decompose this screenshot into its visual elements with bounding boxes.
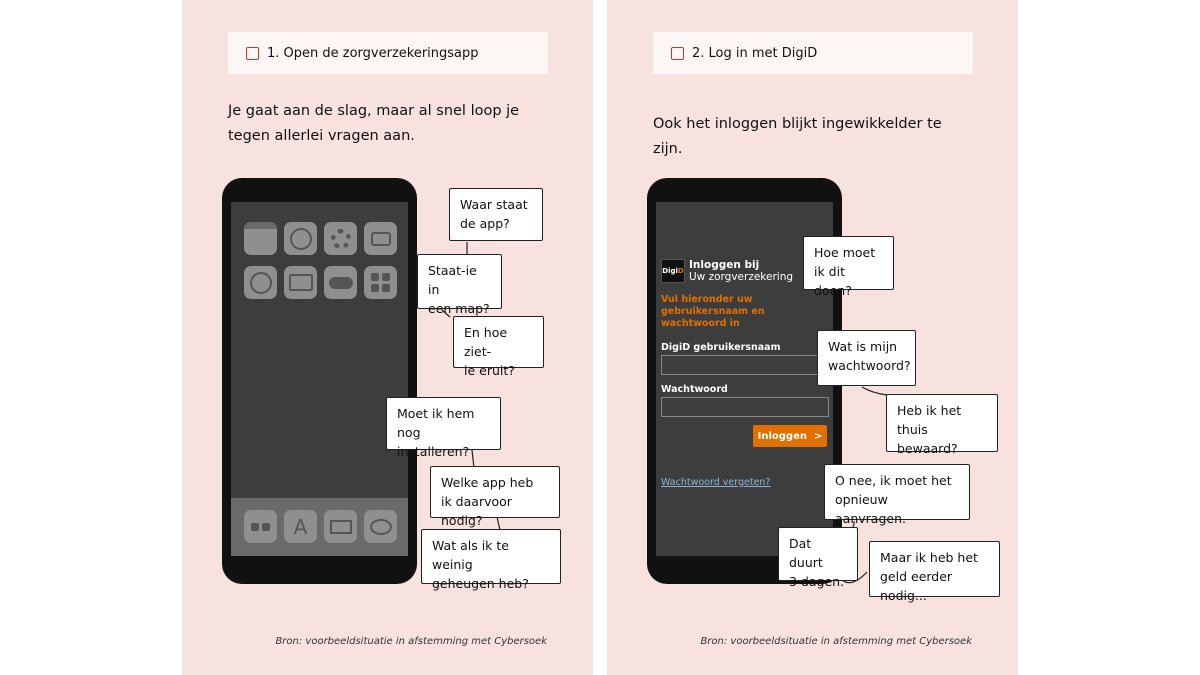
question-bubble: Hoe moet ik dit doen? bbox=[803, 236, 894, 290]
folder-icon bbox=[284, 266, 317, 299]
panel-digid-login bbox=[607, 0, 1018, 675]
digid-title: Inloggen bij bbox=[689, 259, 760, 271]
intro-text-1: Je gaat aan de slag, maar al snel loop je tegen allerlei vragen aan. bbox=[228, 103, 520, 144]
question-bubble: O nee, ik moet het opnieuw aanvragen. bbox=[824, 464, 970, 520]
step-2-label: 2. Log in met DigiD bbox=[692, 45, 818, 61]
question-bubble: Moet ik hem nog installeren? bbox=[386, 397, 501, 450]
home-screen bbox=[231, 202, 408, 556]
dock bbox=[231, 498, 408, 556]
clock-icon bbox=[284, 222, 317, 255]
settings-icon bbox=[324, 222, 357, 255]
mail-icon bbox=[324, 510, 357, 543]
question-bubble: Wat is mijn wachtwoord? bbox=[817, 330, 916, 386]
step-1-label: 1. Open de zorgverzekeringsapp bbox=[267, 45, 479, 61]
forgot-password-link[interactable]: Wachtwoord vergeten? bbox=[661, 477, 771, 488]
source-note-1: Bron: voorbeeldsituatie in afstemming met Cybersoek bbox=[275, 636, 547, 647]
password-label: Wachtwoord bbox=[661, 384, 728, 395]
dock-folder-icon bbox=[244, 510, 277, 543]
phone-home-screen bbox=[222, 178, 417, 584]
source-note-2: Bron: voorbeeldsituatie in afstemming met Cybersoek bbox=[700, 636, 972, 647]
digid-logo: Digi D bbox=[661, 259, 685, 283]
digid-instruction: Vul hieronder uw gebruikersnaam en wachtwoord in bbox=[661, 294, 765, 329]
username-field[interactable] bbox=[661, 355, 829, 375]
question-bubble: Wat als ik te weinig geheugen heb? bbox=[421, 529, 561, 584]
question-bubble: En hoe ziet- ie eruit? bbox=[453, 316, 544, 368]
login-button[interactable] bbox=[753, 425, 827, 447]
question-bubble: Heb ik het thuis bewaard? bbox=[886, 394, 998, 452]
question-bubble: Waar staat de app? bbox=[449, 188, 543, 241]
question-bubble: Staat-ie in een map? bbox=[417, 254, 502, 309]
password-field[interactable] bbox=[661, 397, 829, 417]
question-bubble: Dat duurt 3 dagen. bbox=[778, 527, 858, 581]
weather-icon bbox=[324, 266, 357, 299]
notes-icon bbox=[244, 222, 277, 255]
messages-icon bbox=[364, 510, 397, 543]
digid-header bbox=[661, 259, 793, 283]
digid-subtitle: Uw zorgverzekering bbox=[689, 271, 794, 283]
camera-icon bbox=[364, 222, 397, 255]
contacts-icon bbox=[244, 266, 277, 299]
intro-text-2: Ook het inloggen blijkt ingewikkelder te zijn. bbox=[653, 116, 942, 157]
app-folder-icon bbox=[364, 266, 397, 299]
panel-open-app bbox=[182, 0, 593, 675]
login-button-label: Inloggen bbox=[757, 430, 807, 442]
app-store-icon: A bbox=[284, 510, 317, 543]
chevron-right-icon: > bbox=[813, 430, 823, 442]
question-bubble: Maar ik heb het geld eerder nodig... bbox=[869, 541, 1000, 597]
username-label: DigiD gebruikersnaam bbox=[661, 342, 781, 353]
question-bubble: Welke app heb ik daarvoor nodig? bbox=[430, 466, 560, 518]
